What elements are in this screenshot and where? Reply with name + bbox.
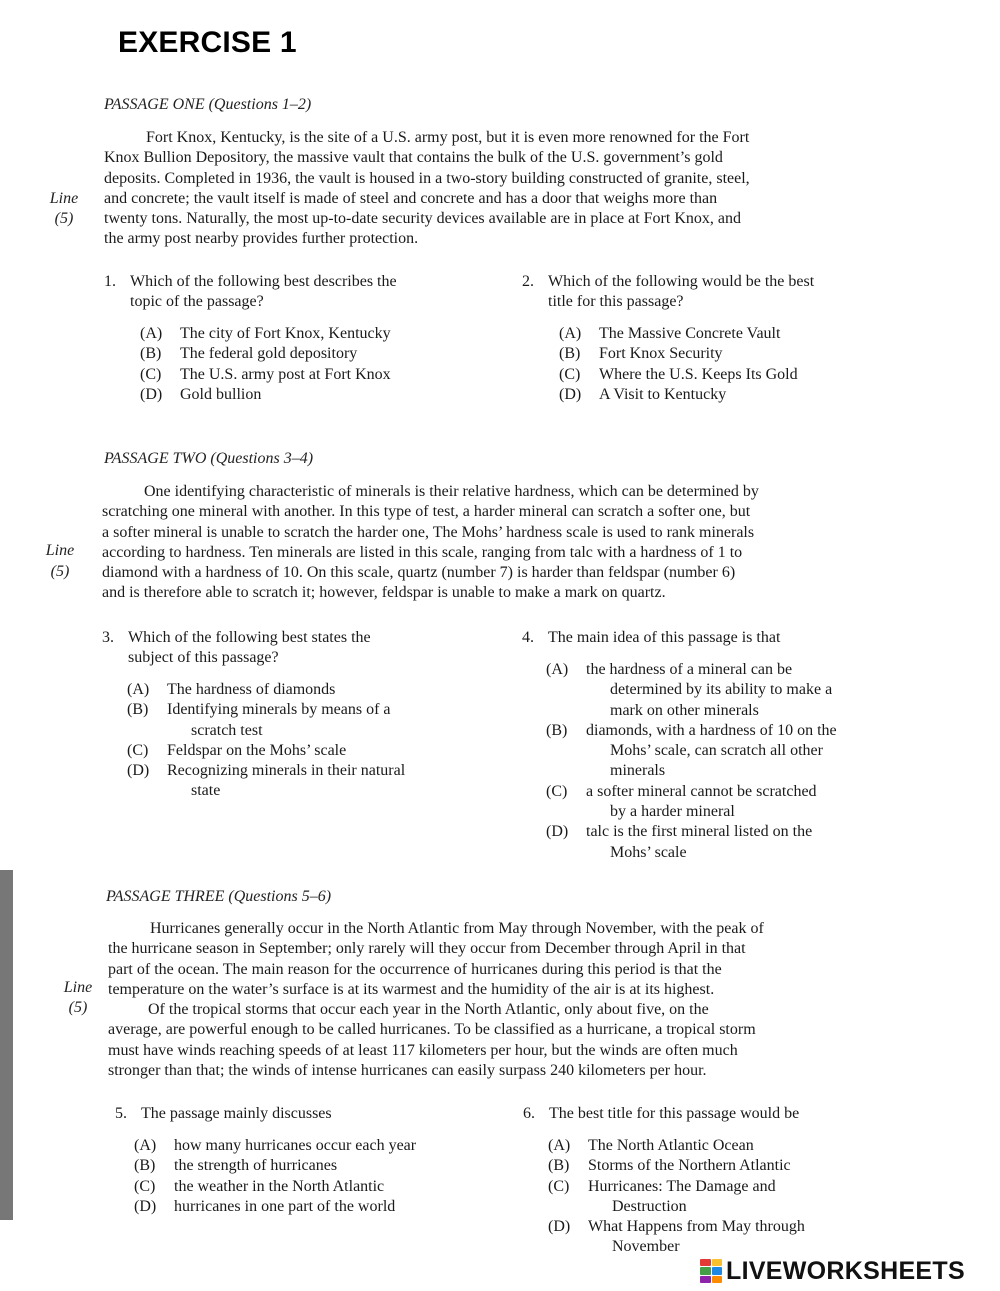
option-letter: (B) [559, 345, 581, 363]
option-6a[interactable] [548, 1136, 805, 1156]
option-4a[interactable] [546, 660, 837, 680]
option-4a-cont [546, 680, 837, 700]
option-text: diamonds, with a hardness of 10 on the [586, 721, 837, 739]
page-title: EXERCISE 1 [118, 26, 297, 59]
question-5-options [134, 1136, 416, 1217]
passage-line: average, are powerful enough to be called hurricanes. To be classified as a hurricane, a tropical storm [108, 1021, 756, 1039]
option-text: determined by its ability to make a [586, 681, 833, 699]
passage-line: the army post nearby provides further protection. [104, 230, 419, 248]
option-letter: (A) [127, 681, 150, 698]
question-4-options [546, 660, 837, 863]
option-2a[interactable] [559, 324, 798, 344]
line-label: Line [45, 542, 75, 559]
option-2b[interactable] [559, 344, 798, 364]
question-number: 4. [522, 629, 534, 646]
option-text: Destruction [588, 1197, 687, 1215]
line-number: (5) [54, 210, 74, 227]
option-letter: (C) [548, 1177, 570, 1195]
option-5d[interactable] [134, 1197, 416, 1217]
option-text: a softer mineral cannot be scratched [586, 782, 817, 800]
option-text: how many hurricanes occur each year [174, 1137, 417, 1154]
option-letter: (D) [546, 823, 569, 841]
option-text: by a harder mineral [586, 803, 735, 821]
question-stem: The best title for this passage would be [549, 1105, 800, 1122]
passage-three-text [108, 919, 764, 1081]
option-text: The Massive Concrete Vault [599, 325, 781, 342]
option-letter: (C) [546, 782, 568, 800]
option-6d-cont [548, 1237, 805, 1257]
option-3b-cont [127, 721, 405, 741]
line-number: (5) [50, 563, 70, 580]
question-number: 1. [104, 273, 116, 290]
passage-line: twenty tons. Naturally, the most up-to-date security devices available are in place at Fort Knox, and [104, 210, 741, 228]
question-stem: The main idea of this passage is that [548, 629, 781, 646]
liveworksheets-logo-text: LIVEWORKSHEETS [726, 1256, 965, 1285]
option-letter: (A) [134, 1137, 157, 1154]
option-text: Recognizing minerals in their natural [167, 762, 406, 780]
line-label: Line [63, 979, 93, 996]
question-4 [522, 628, 780, 648]
option-text: Identifying minerals by means of a [167, 701, 391, 719]
option-5a[interactable] [134, 1136, 416, 1156]
option-letter: (D) [140, 385, 163, 403]
question-number: 6. [523, 1105, 535, 1122]
option-text: The federal gold depository [180, 345, 358, 363]
option-text: What Happens from May through [588, 1218, 805, 1236]
option-3c[interactable] [127, 741, 405, 761]
option-text: the hardness of a mineral can be [586, 661, 793, 678]
option-letter: (D) [127, 762, 150, 780]
option-letter: (A) [548, 1137, 571, 1154]
passage-line: according to hardness. Ten minerals are listed in this scale, ranging from talc with a hardness of 1 to [102, 543, 743, 561]
option-text: Storms of the Northern Atlantic [588, 1157, 791, 1175]
passage-three-heading: PASSAGE THREE (Questions 5–6) [106, 888, 332, 905]
option-text: minerals [586, 762, 666, 780]
passage-line: the hurricane season in September; only rarely will they occur from December through April in that [108, 940, 746, 958]
question-1 [104, 272, 397, 313]
option-letter: (C) [127, 741, 149, 759]
option-3d[interactable] [127, 761, 405, 781]
option-2c[interactable] [559, 365, 798, 385]
option-4d[interactable] [546, 822, 837, 842]
option-letter: (D) [134, 1197, 157, 1215]
passage-line: Knox Bullion Depository, the massive vault that contains the bulk of the U.S. government’s gold [104, 149, 723, 167]
option-4d-cont [546, 843, 837, 863]
option-3a[interactable] [127, 680, 405, 700]
option-text: Mohs’ scale [586, 843, 687, 861]
option-text: scratch test [167, 721, 263, 739]
option-text: the strength of hurricanes [174, 1157, 338, 1175]
question-stem: Which of the following would be the best [548, 273, 815, 290]
option-3b[interactable] [127, 700, 405, 720]
option-text: talc is the first mineral listed on the [586, 823, 813, 841]
option-6c[interactable] [548, 1177, 805, 1197]
question-number: 3. [102, 629, 114, 646]
question-1-options [140, 324, 391, 405]
option-letter: (A) [546, 661, 569, 678]
option-text: The hardness of diamonds [167, 681, 336, 698]
passage-line: Fort Knox, Kentucky, is the site of a U.S. army post, but it is even more renowned for the Fort [146, 129, 750, 146]
question-stem: topic of the passage? [130, 293, 264, 311]
option-text: Mohs’ scale, can scratch all other [586, 742, 823, 760]
question-number: 2. [522, 273, 534, 290]
option-4b-cont [546, 741, 837, 761]
option-letter: (A) [140, 325, 163, 342]
option-text: The North Atlantic Ocean [588, 1137, 754, 1154]
option-text: mark on other minerals [586, 701, 759, 719]
passage-two-text [102, 482, 759, 604]
question-stem: Which of the following best states the [128, 629, 371, 646]
question-3 [102, 628, 371, 669]
option-letter: (B) [134, 1157, 156, 1175]
passage-line: temperature on the water’s surface is at its warmest and the humidity of the air is at its highest. [108, 980, 715, 998]
option-4b[interactable] [546, 721, 837, 741]
option-6b[interactable] [548, 1156, 805, 1176]
option-letter: (B) [127, 701, 149, 719]
question-6-options [548, 1136, 805, 1258]
option-letter: (D) [548, 1218, 571, 1236]
question-stem: The passage mainly discusses [141, 1105, 332, 1122]
line-number: (5) [68, 999, 88, 1016]
option-letter: (D) [559, 385, 582, 403]
option-letter: (B) [140, 345, 162, 363]
option-2d[interactable] [559, 385, 798, 405]
passage-line: Of the tropical storms that occur each year in the North Atlantic, only about five, on the [148, 1001, 709, 1019]
liveworksheets-logo [700, 1258, 965, 1284]
passage-line: deposits. Completed in 1936, the vault is housed in a two-story building constructed of granite, steel, [104, 169, 750, 187]
option-4b-cont [546, 761, 837, 781]
passage-line: must have winds reaching speeds of at least 117 kilometers per hour, but the winds are often much [108, 1041, 738, 1059]
passage-line: diamond with a hardness of 10. On this scale, quartz (number 7) is harder than feldspar (number 6) [102, 564, 736, 582]
option-text: state [167, 782, 221, 800]
question-3-options [127, 680, 405, 802]
option-text: November [588, 1238, 680, 1256]
option-letter: (A) [559, 325, 582, 342]
question-stem: Which of the following best describes the [130, 273, 397, 290]
option-text: The city of Fort Knox, Kentucky [180, 325, 391, 342]
option-6d[interactable] [548, 1217, 805, 1237]
passage-line: stronger than that; the winds of intense hurricanes can easily surpass 240 kilometers per hour. [108, 1062, 707, 1080]
question-number: 5. [115, 1105, 127, 1122]
option-text: The U.S. army post at Fort Knox [180, 365, 391, 383]
option-3d-cont [127, 781, 405, 801]
passage-line: and is therefore able to scratch it; however, feldspar is unable to make a mark on quartz. [102, 584, 666, 602]
option-letter: (B) [546, 721, 568, 739]
option-letter: (B) [548, 1157, 570, 1175]
passage-line: a softer mineral is unable to scratch the harder one, The Mohs’ hardness scale is used to rank minerals [102, 523, 755, 541]
option-text: Gold bullion [180, 385, 262, 403]
option-text: hurricanes in one part of the world [174, 1197, 396, 1215]
option-4a-cont [546, 701, 837, 721]
option-text: Where the U.S. Keeps Its Gold [599, 365, 798, 383]
scan-edge-bar [0, 870, 13, 1220]
option-1a[interactable] [140, 324, 391, 344]
passage-one-heading: PASSAGE ONE (Questions 1–2) [104, 96, 312, 113]
liveworksheets-logo-icon [700, 1259, 722, 1283]
option-4c-cont [546, 802, 837, 822]
question-stem: title for this passage? [548, 293, 684, 311]
question-stem: subject of this passage? [128, 649, 279, 667]
option-text: the weather in the North Atlantic [174, 1177, 385, 1195]
passage-line: Hurricanes generally occur in the North Atlantic from May through November, with the peak of [150, 920, 764, 937]
option-6c-cont [548, 1197, 805, 1217]
question-2 [522, 272, 814, 313]
option-text: A Visit to Kentucky [599, 385, 727, 403]
passage-line: and concrete; the vault itself is made of steel and concrete and has a door that weighs more than [104, 189, 718, 207]
option-5b[interactable] [134, 1156, 416, 1176]
option-text: Hurricanes: The Damage and [588, 1177, 776, 1195]
passage-line: part of the ocean. The main reason for the occurrence of hurricanes during this period is that the [108, 960, 722, 978]
option-text: Fort Knox Security [599, 345, 723, 363]
question-6 [523, 1104, 799, 1124]
option-letter: (C) [140, 365, 162, 383]
option-letter: (C) [134, 1177, 156, 1195]
question-2-options [559, 324, 798, 405]
option-5c[interactable] [134, 1177, 416, 1197]
question-5 [115, 1104, 332, 1124]
option-letter: (C) [559, 365, 581, 383]
option-1c[interactable] [140, 365, 391, 385]
passage-two-heading: PASSAGE TWO (Questions 3–4) [104, 450, 314, 467]
option-4c[interactable] [546, 782, 837, 802]
passage-line: One identifying characteristic of minerals is their relative hardness, which can be determined by [144, 483, 759, 500]
passage-line: scratching one mineral with another. In this type of test, a harder mineral can scratch a softer one, but [102, 503, 751, 521]
option-1d[interactable] [140, 385, 391, 405]
line-label: Line [49, 190, 79, 207]
option-text: Feldspar on the Mohs’ scale [167, 741, 347, 759]
passage-one-text [104, 128, 750, 250]
option-1b[interactable] [140, 344, 391, 364]
